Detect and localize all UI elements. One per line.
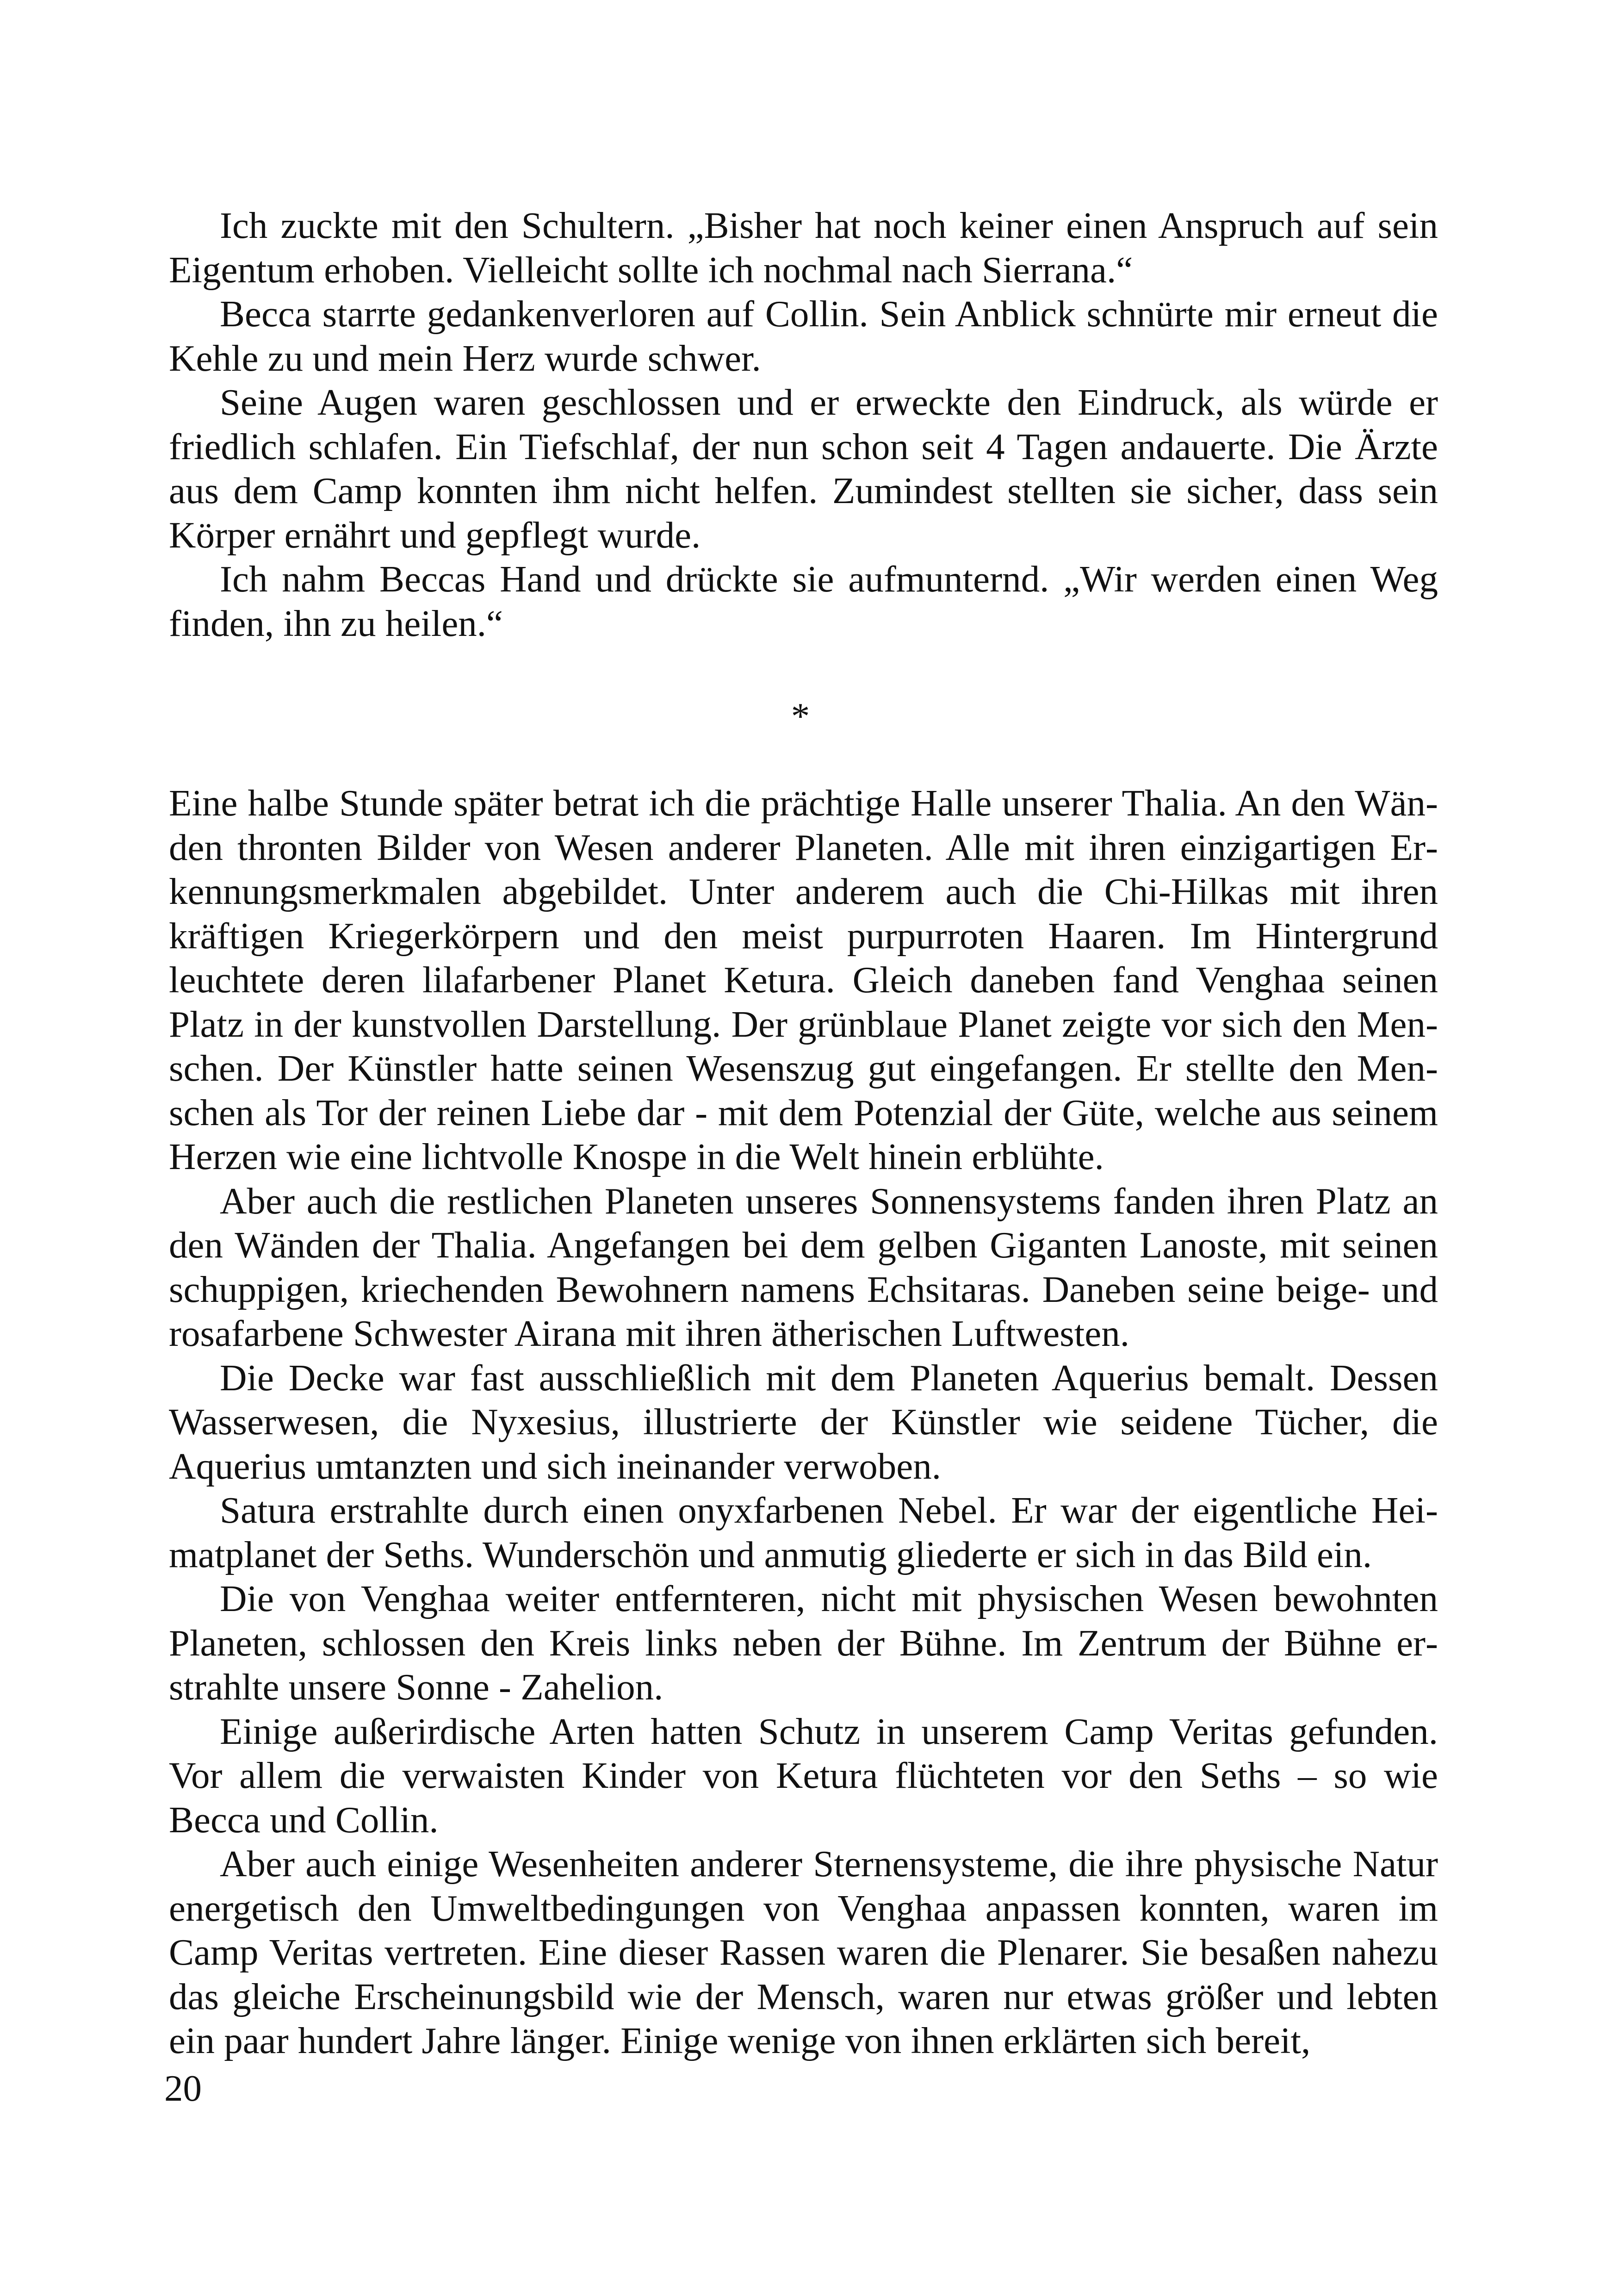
paragraph: Aber auch die restlichen Planeten unseres Sonnensystems fanden ihren Platz an den Wänden der Thalia. Angefangen bei dem gelben Giganten Lanoste, mit seinen schuppigen, kriechenden Bewohnern namens Echsitaras. Daneben seine beige- und rosafarbene Schwester Airana mit ihren ätherischen Luftwesten. [169,1180,1438,1354]
text-section-two [169,781,1438,2063]
paragraph: Becca starrte gedankenverloren auf Collin. Sein Anblick schnürte mir erneut die Kehle zu und mein Herz wurde schwer. [169,293,1438,379]
paragraph: Einige außerirdische Arten hatten Schutz in unserem Camp Veritas gefunden. Vor allem die verwaisten Kinder von Ketura flüchteten vor den Seths – so wie Becca und Collin. [169,1710,1438,1841]
paragraph: Aber auch einige Wesenheiten anderer Sternensysteme, die ihre physische Natur energetisch den Umweltbedingungen von Venghaa anpassen konnten, waren im Camp Veritas vertreten. Eine dieser Rassen waren die Plenarer. Sie besaßen nahezu das gleiche Erscheinungsbild wie der Mensch, waren nur etwas größer und lebten ein paar hundert Jahre länger. Einige wenige von ihnen erklärten sich bereit, [169,1843,1438,2061]
paragraph: Ich zuckte mit den Schultern. „Bisher hat noch keiner einen Anspruch auf sein Eigentum erhoben. Vielleicht sollte ich nochmal nach Sierrana.“ [169,205,1438,291]
paragraph: Satura erstrahlte durch einen onyxfarbenen Nebel. Er war der eigentliche Heimatplanet der Seths. Wunderschön und anmutig gliederte er sich in das Bild ein. [169,1489,1438,1575]
paragraph: Seine Augen waren geschlossen und er erweckte den Eindruck, als würde er friedlich schlafen. Ein Tiefschlaf, der nun schon seit 4 Tagen andauerte. Die Ärzte aus dem Camp konnten ihm nicht helfen. Zumindest stellten sie sicher, dass sein Körper ernährt und gepflegt wurde. [169,381,1438,556]
paragraph: Eine halbe Stunde später betrat ich die prächtige Halle unserer Thalia. An den Wänden thronten Bilder von Wesen anderer Planeten. Alle mit ihren einzigartigen Erkennungsmerkmalen abgebildet. Unter anderem auch die Chi-Hilkas mit ihren kräftigen Kriegerkörpern und den meist purpurroten Haaren. Im Hintergrund leuchtete deren lilafarbener Planet Ketura. Gleich daneben fand Venghaa seinen Platz in der kunstvollen Darstellung. Der grünblaue Planet zeigte vor sich den Menschen. Der Künstler hatte seinen Wesenszug gut eingefangen. Er stellte den Menschen als Tor der reinen Liebe dar - mit dem Potenzial der Güte, welche aus seinem Herzen wie eine lichtvolle Knospe in die Welt hinein erblühte. [169,782,1438,1177]
paragraph: Ich nahm Beccas Hand und drückte sie aufmunternd. „Wir werden einen Weg finden, ihn zu heilen.“ [169,558,1438,644]
paragraph: Die von Venghaa weiter entfernteren, nicht mit physischen Wesen bewohnten Planeten, schlossen den Kreis links neben der Bühne. Im Zentrum der Bühne erstrahlte unsere Sonne - Zahelion. [169,1578,1438,1708]
section-separator: * [791,695,810,737]
text-section-one [169,204,1438,646]
paragraph: Die Decke war fast ausschließlich mit dem Planeten Aquerius bemalt. Dessen Wasserwesen, die Nyxesius, illustrierte der Künstler wie seidene Tücher, die Aquerius umtanzten und sich ineinander verwoben. [169,1356,1438,1487]
page-number: 20 [164,2067,202,2109]
